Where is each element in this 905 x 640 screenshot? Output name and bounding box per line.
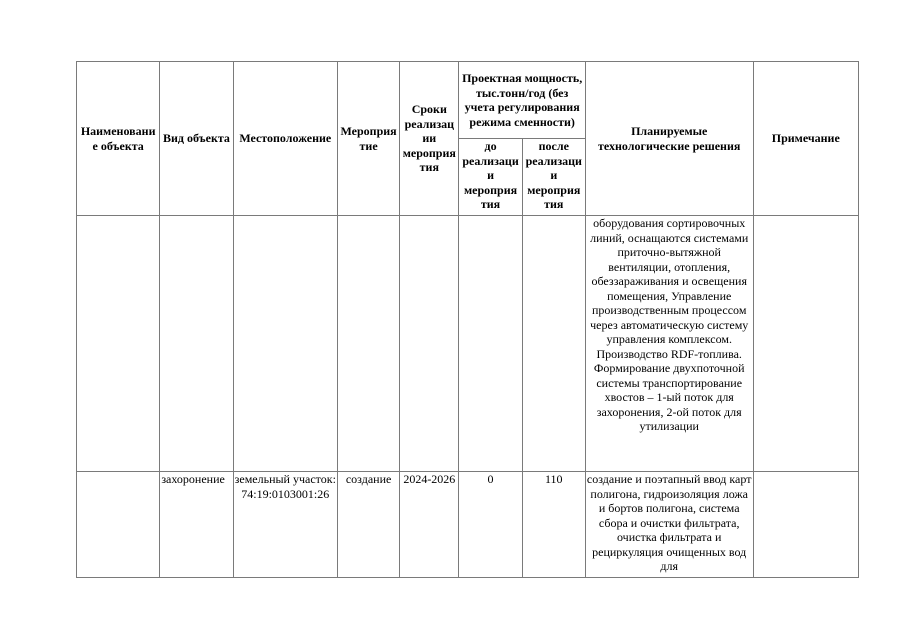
header-capacity-after: после реализаци и мероприя тия bbox=[522, 139, 585, 216]
header-capacity-before: до реализаци и мероприя тия bbox=[459, 139, 522, 216]
cell-terms bbox=[400, 216, 459, 472]
header-activity: Мероприя тие bbox=[337, 62, 399, 216]
header-note: Примечание bbox=[753, 62, 858, 216]
header-technology: Планируемые технологические решения bbox=[585, 62, 753, 216]
cell-object-kind bbox=[160, 216, 233, 472]
table-body bbox=[77, 216, 859, 578]
cell-capacity-before: 0 bbox=[459, 472, 522, 578]
cell-object-name bbox=[77, 216, 160, 472]
header-capacity: Проектная мощность, тыс.тонн/год (без учета регулирования режима сменности) bbox=[459, 62, 585, 139]
header-row bbox=[77, 62, 859, 139]
table-row bbox=[77, 216, 859, 472]
cell-note bbox=[753, 216, 858, 472]
cell-technology: оборудования сортировочных линий, оснащаются системами приточно-вытяжной вентиляции, отопления, обеззараживания и освещения помещения, Управление производственным процессом через автоматическую систему управления комплексом. Производство RDF-топлива. Формирование двухпоточной системы транспортирование хвостов – 1-ый поток для захоронения, 2-ой поток для утилизации bbox=[585, 216, 753, 472]
header-object-kind: Вид объекта bbox=[160, 62, 233, 216]
cell-location bbox=[233, 216, 337, 472]
cell-object-kind: захоронение bbox=[160, 472, 233, 578]
object-table bbox=[76, 61, 859, 578]
cell-capacity-after bbox=[522, 216, 585, 472]
header-object-name: Наименовани е объекта bbox=[77, 62, 160, 216]
cell-activity: создание bbox=[337, 472, 399, 578]
cell-capacity-after: 110 bbox=[522, 472, 585, 578]
cell-activity bbox=[337, 216, 399, 472]
cell-note bbox=[753, 472, 858, 578]
table-row bbox=[77, 472, 859, 578]
cell-location: земельный участок: 74:19:0103001:26 bbox=[233, 472, 337, 578]
header-terms: Сроки реализац ии мероприя тия bbox=[400, 62, 459, 216]
header-location: Местоположение bbox=[233, 62, 337, 216]
table-header bbox=[77, 62, 859, 216]
cell-capacity-before bbox=[459, 216, 522, 472]
cell-terms: 2024-2026 bbox=[400, 472, 459, 578]
cell-technology: создание и поэтапный ввод карт полигона, гидроизоляция ложа и бортов полигона, система сбора и очистки фильтрата, очистка фильтрата и рециркуляция очищенных вод для bbox=[585, 472, 753, 578]
cell-object-name bbox=[77, 472, 160, 578]
